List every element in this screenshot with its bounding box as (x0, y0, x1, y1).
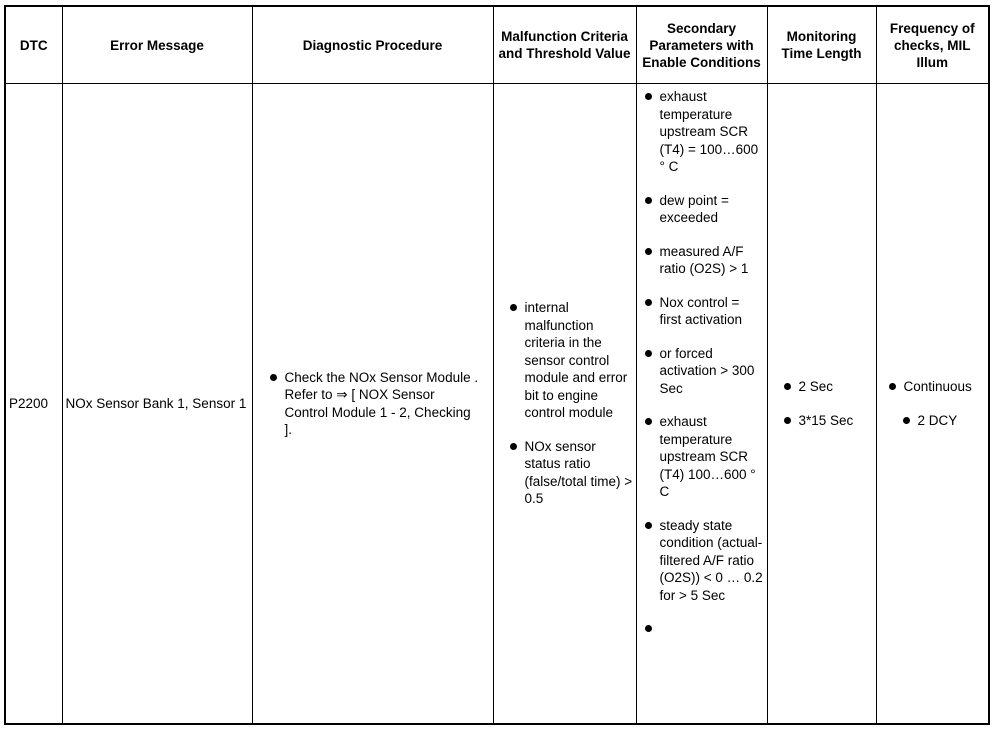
cell-frequency (876, 84, 989, 725)
header-malfunction-criteria: Malfunction Criteria and Threshold Value (493, 6, 636, 84)
list-item: NOx sensor status ratio (false/total time) > 0.5 (505, 438, 633, 508)
list-item: exhaust temperature upstream SCR (T4) 100…600 ° C (640, 413, 764, 501)
list-item: 2 Sec (779, 378, 873, 396)
list-item: internal malfunction criteria in the sensor control module and error bit to engine control module (505, 299, 633, 422)
cell-error-message: NOx Sensor Bank 1, Sensor 1 (62, 84, 252, 725)
list-item: exhaust temperature upstream SCR (T4) = 100…600 ° C (640, 88, 764, 176)
table-row (5, 84, 989, 725)
cell-malfunction-criteria (493, 84, 636, 725)
diagnostic-procedure-list (265, 369, 479, 439)
list-item: dew point = exceeded (640, 192, 764, 227)
list-item: measured A/F ratio (O2S) > 1 (640, 243, 764, 278)
secondary-parameters-list (640, 88, 764, 637)
malfunction-criteria-list (505, 299, 633, 508)
header-error-message: Error Message (62, 6, 252, 84)
list-item: steady state condition (actual-filtered A/F ratio (O2S)) < 0 … 0.2 for > 5 Sec (640, 517, 764, 605)
header-row (5, 6, 989, 84)
header-monitoring-time: Monitoring Time Length (767, 6, 876, 84)
header-secondary-parameters: Secondary Parameters with Enable Conditions (636, 6, 767, 84)
cell-secondary-parameters (636, 84, 767, 725)
cell-monitoring-time (767, 84, 876, 725)
cell-diagnostic-procedure (252, 84, 493, 725)
cell-dtc: P2200 (5, 84, 62, 725)
list-item: Continuous (884, 378, 987, 396)
list-item: Nox control = first activation (640, 294, 764, 329)
list-item: 2 DCY (898, 412, 987, 430)
monitoring-time-list (779, 378, 873, 429)
list-item: Check the NOx Sensor Module . Refer to ⇒ [ NOX Sensor Control Module 1 - 2, Checking ]. (265, 369, 479, 439)
header-dtc: DTC (5, 6, 62, 84)
list-item: 3*15 Sec (779, 412, 873, 430)
frequency-list (884, 378, 987, 429)
list-item: or forced activation > 300 Sec (640, 345, 764, 398)
dtc-table (4, 5, 990, 725)
header-frequency: Frequency of checks, MIL Illum (876, 6, 989, 84)
header-diagnostic-procedure: Diagnostic Procedure (252, 6, 493, 84)
list-item-empty (640, 620, 764, 637)
